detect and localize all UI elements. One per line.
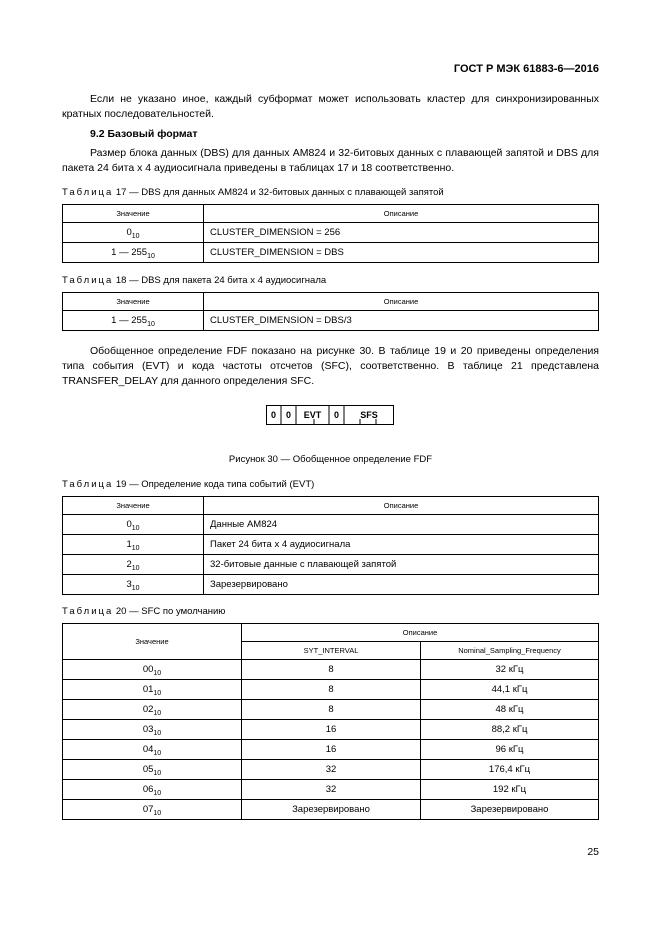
freq-cell: 192 кГц	[421, 780, 599, 800]
value-cell: $05_{10}$	[63, 760, 242, 780]
desc-cell: Зарезервировано	[204, 575, 599, 595]
fdf-field: 0	[270, 410, 277, 420]
section-heading: 9.2 Базовый формат	[90, 128, 198, 140]
fdf-field: EVT	[303, 410, 322, 420]
value-cell: $2_{10}$	[63, 555, 204, 575]
syt-cell: 8	[242, 680, 421, 700]
table18	[62, 292, 599, 331]
table18-col-value: Значение	[63, 293, 204, 311]
fdf-paragraph: Обобщенное определение FDF показано на рисунке 30. В таблице 19 и 20 приведены определения типа события (EVT) и кода частоты отсчетов (SFC), соответственно. В таблице 21 представлена TRANSFER_DELAY для данного определения SFC.	[62, 345, 599, 387]
table-row	[63, 660, 599, 680]
syt-cell: 32	[242, 780, 421, 800]
fdf-field: SFS	[360, 410, 378, 420]
value-cell: $03_{10}$	[63, 720, 242, 740]
freq-cell: 88,2 кГц	[421, 720, 599, 740]
table-row	[63, 740, 599, 760]
syt-cell: Зарезервировано	[242, 800, 421, 820]
freq-cell: 48 кГц	[421, 700, 599, 720]
table19-col-desc: Описание	[204, 497, 599, 515]
table20-caption: Таблица 20 — SFC по умолчанию	[62, 606, 226, 617]
desc-cell: 32-битовые данные с плавающей запятой	[204, 555, 599, 575]
table-row	[63, 680, 599, 700]
document-header: ГОСТ Р МЭК 61883-6—2016	[453, 63, 599, 75]
table19-col-value: Значение	[63, 497, 204, 515]
syt-cell: 32	[242, 760, 421, 780]
table-row	[63, 311, 599, 331]
table-row	[63, 243, 599, 263]
table-row	[63, 555, 599, 575]
table-row	[63, 760, 599, 780]
table-row	[63, 515, 599, 535]
desc-cell: CLUSTER_DIMENSION = DBS	[204, 243, 599, 263]
table20-col-desc: Описание	[242, 624, 599, 642]
table-row	[63, 223, 599, 243]
syt-cell: 16	[242, 740, 421, 760]
fdf-field: 0	[285, 410, 292, 420]
table-row	[63, 535, 599, 555]
dbs-paragraph: Размер блока данных (DBS) для данных AM824 и 32-битовых данных с плавающей запятой и DBS для пакета 24 бита x 4 аудиосигнала приведены в таблицах 17 и 18 соответственно.	[62, 147, 599, 174]
value-cell: $00_{10}$	[63, 660, 242, 680]
freq-cell: 96 кГц	[421, 740, 599, 760]
table17-caption: Таблица 17 — DBS для данных AM824 и 32-битовых данных с плавающей запятой	[62, 187, 444, 198]
table19-caption: Таблица 19 — Определение кода типа событий (EVT)	[62, 479, 315, 490]
table-row	[63, 800, 599, 820]
value-cell: $0_{10}$	[63, 223, 204, 243]
page-number: 25	[587, 846, 599, 858]
value-cell: $0_{10}$	[63, 515, 204, 535]
syt-cell: 8	[242, 700, 421, 720]
fdf-field: 0	[333, 410, 340, 420]
desc-cell: Пакет 24 бита x 4 аудиосигнала	[204, 535, 599, 555]
table-row	[63, 720, 599, 740]
value-cell: 1 — $255_{10}$	[63, 243, 204, 263]
value-cell: $07_{10}$	[63, 800, 242, 820]
freq-cell: 176,4 кГц	[421, 760, 599, 780]
freq-cell: Зарезервировано	[421, 800, 599, 820]
freq-cell: 44,1 кГц	[421, 680, 599, 700]
table-row	[63, 575, 599, 595]
table-row	[63, 700, 599, 720]
table17-col-value: Значение	[63, 205, 204, 223]
fdf-figure	[266, 405, 394, 425]
desc-cell: CLUSTER_DIMENSION = DBS/3	[204, 311, 599, 331]
value-cell: $04_{10}$	[63, 740, 242, 760]
syt-cell: 8	[242, 660, 421, 680]
value-cell: $06_{10}$	[63, 780, 242, 800]
desc-cell: Данные AM824	[204, 515, 599, 535]
table17	[62, 204, 599, 263]
table19	[62, 496, 599, 595]
desc-cell: CLUSTER_DIMENSION = 256	[204, 223, 599, 243]
table18-col-desc: Описание	[204, 293, 599, 311]
freq-cell: 32 кГц	[421, 660, 599, 680]
syt-cell: 16	[242, 720, 421, 740]
intro-paragraph: Если не указано иное, каждый субформат может использовать кластер для синхронизированных кратных последовательностей.	[62, 93, 599, 120]
value-cell: $01_{10}$	[63, 680, 242, 700]
value-cell: $1_{10}$	[63, 535, 204, 555]
value-cell: 1 — $255_{10}$	[63, 311, 204, 331]
value-cell: $3_{10}$	[63, 575, 204, 595]
table20-col-value: Значение	[63, 624, 242, 660]
value-cell: $02_{10}$	[63, 700, 242, 720]
figure-caption: Рисунок 30 — Обобщенное определение FDF	[228, 454, 433, 465]
table20-col-freq: Nominal_Sampling_Frequency	[421, 642, 599, 660]
table18-caption: Таблица 18 — DBS для пакета 24 бита x 4 аудиосигнала	[62, 275, 327, 286]
table20-col-syt: SYT_INTERVAL	[242, 642, 421, 660]
table-row	[63, 780, 599, 800]
table20	[62, 623, 599, 820]
table17-col-desc: Описание	[204, 205, 599, 223]
